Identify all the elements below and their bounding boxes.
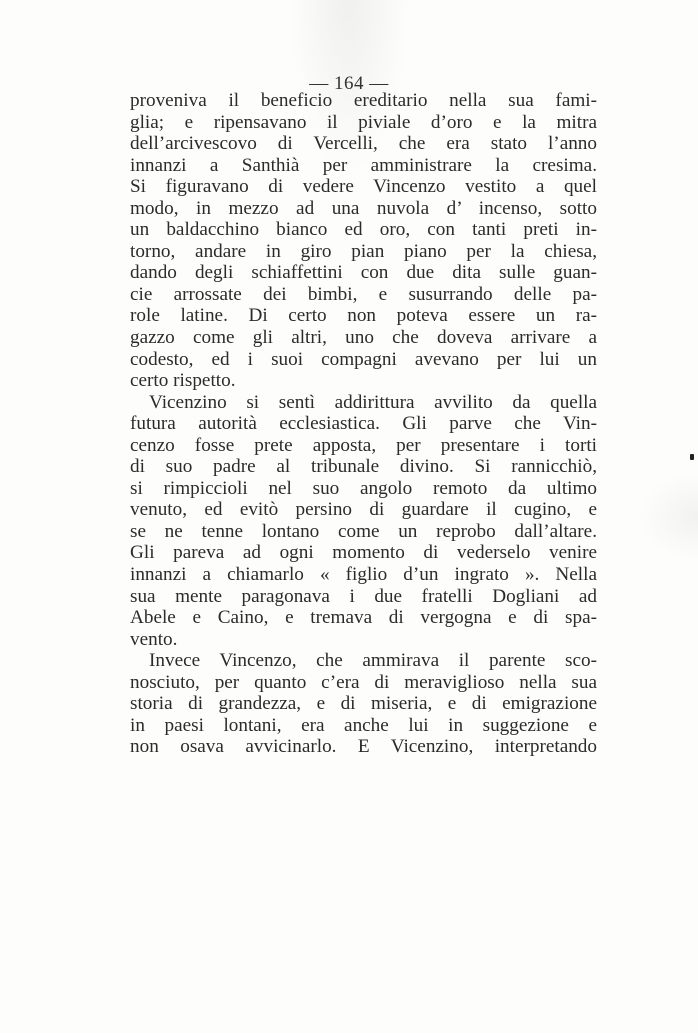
text-line: dell’arcivescovo di Vercelli, che era stato l’anno [130, 133, 597, 155]
text-line: vento. [130, 628, 178, 650]
text-line: torno, andare in giro pian piano per la chiesa, [130, 240, 597, 262]
body-text [130, 90, 597, 758]
text-line: codesto, ed i suoi compagni avevano per lui un [130, 348, 597, 370]
text-line: cenzo fosse prete apposta, per presentare i torti [130, 434, 597, 456]
text-line: gazzo come gli altri, uno che doveva arrivare a [130, 327, 597, 349]
text-line: se ne tenne lontano come un reprobo dall’altare. [130, 520, 597, 542]
text-line: venuto, ed evitò persino di guardare il cugino, e [130, 499, 597, 521]
page-number: — 164 — [309, 73, 389, 94]
text-line: storia di grandezza, e di miseria, e di emigrazione [130, 693, 597, 715]
text-line: dando degli schiaffettini con due dita sulle guan- [130, 262, 597, 284]
text-line: sua mente paragonava i due fratelli Dogliani ad [130, 585, 597, 607]
paragraph-first-line: Vicenzino si sentì addirittura avvilito da quella [149, 391, 597, 413]
text-line: futura autorità ecclesiastica. Gli parve che Vin- [130, 413, 597, 435]
text-line: nosciuto, per quanto c’era di meraviglioso nella sua [130, 671, 597, 693]
text-line: innanzi a chiamarlo « figlio d’un ingrato ». Nella [130, 564, 597, 586]
text-line: role latine. Di certo non poteva essere un ra- [130, 305, 597, 327]
text-line: cie arrossate dei bimbi, e susurrando delle pa- [130, 283, 597, 305]
text-line: modo, in mezzo ad una nuvola d’ incenso, sotto [130, 197, 597, 219]
text-line: un baldacchino bianco ed oro, con tanti preti in- [130, 219, 597, 241]
text-line: si rimpiccioli nel suo angolo remoto da ultimo [130, 477, 597, 499]
text-line: non osava avvicinarlo. E Vicenzino, interpretando [130, 736, 597, 758]
text-line: innanzi a Santhià per amministrare la cresima. [130, 154, 597, 176]
text-line: proveniva il beneficio ereditario nella sua fami- [130, 90, 597, 111]
text-line: Gli pareva ad ogni momento di vederselo venire [130, 542, 597, 564]
text-line: glia; e ripensavano il piviale d’oro e la mitra [130, 111, 597, 133]
text-line: Abele e Caino, e tremava di vergogna e di spa- [130, 607, 597, 629]
paragraph-first-line: Invece Vincenzo, che ammirava il parente sco- [149, 650, 597, 672]
text-line: Si figuravano di vedere Vincenzo vestito a quel [130, 176, 597, 198]
text-line: in paesi lontani, era anche lui in suggezione e [130, 714, 597, 736]
text-line: di suo padre al tribunale divino. Si rannicchiò, [130, 456, 597, 478]
ink-speck-mark [690, 454, 694, 460]
text-line: certo rispetto. [130, 370, 236, 392]
